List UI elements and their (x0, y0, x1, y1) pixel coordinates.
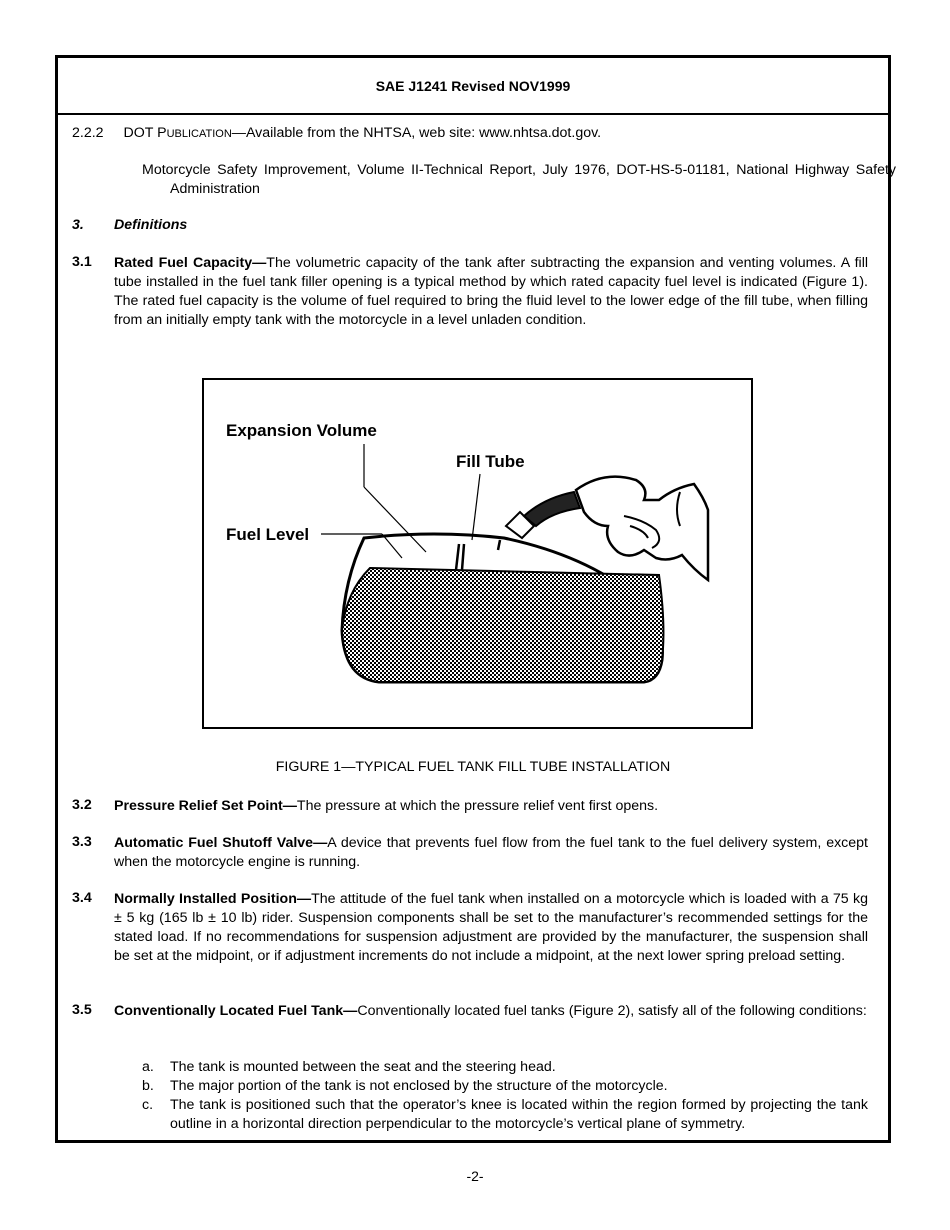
figure-1 (202, 378, 753, 729)
page-number: -2- (466, 1168, 484, 1184)
section-3-4-text: Normally Installed Position—The attitude of the fuel tank when installed on a motorcycle which is loaded with a 75 kg ± 5 kg (165 lb ± 10 lb) rider. Suspension components shall be set to the manufacturer’s recommended settings for the stated load. If no recommendations for suspension adjustment are provided by the manufacturer, the suspension shall be set at the midpoint, or if adjustment increments do not include a midpoint, at the next lower spring preload setting. (114, 891, 868, 964)
reference-text: Motorcycle Safety Improvement, Volume II-Technical Report, July 1976, DOT-HS-5-01181, National Highway Safety Administration (142, 162, 896, 197)
section-3-number: 3. (72, 217, 84, 233)
label-fuel-level: Fuel Level (226, 525, 310, 544)
section-2-2-2 (72, 124, 601, 144)
section-3-2-text: Pressure Relief Set Point—The pressure at which the pressure relief vent first opens. (114, 798, 659, 814)
fill-tube (456, 544, 464, 570)
section-3-4-number: 3.4 (72, 890, 92, 906)
section-3-2-number: 3.2 (72, 797, 92, 813)
label-fill-tube: Fill Tube (456, 452, 525, 471)
section-number: 2.2.2 (72, 125, 104, 141)
section-3-5-text: Conventionally Located Fuel Tank—Conventionally located fuel tanks (Figure 2), satisfy all of the following conditions: (114, 1003, 867, 1019)
document-title: SAE J1241 Revised NOV1999 (375, 77, 571, 94)
label-expansion-volume: Expansion Volume (226, 421, 377, 440)
fuel-area (342, 568, 663, 682)
figure-1-caption: FIGURE 1—TYPICAL FUEL TANK FILL TUBE INSTALLATION (275, 759, 671, 775)
section-3-1-text: Rated Fuel Capacity—The volumetric capacity of the tank after subtracting the expansion and venting volumes. A fill tube installed in the fuel tank filler opening is a typical method by which rated capacity fuel level is indicated (Figure 1). The rated fuel capacity is the volume of fuel required to bring the fluid level to the lower edge of the fill tube, when filling from an initially empty tank with the motorcycle in a level unladen condition. (114, 255, 869, 328)
document-header (58, 58, 888, 115)
section-3-3-text: Automatic Fuel Shutoff Valve—A device that prevents fuel flow from the fuel tank to the fuel delivery system, except when the motorcycle engine is running. (114, 835, 868, 870)
section-3-3-number: 3.3 (72, 834, 92, 850)
section-3-title: Definitions (114, 217, 188, 233)
section-title: DOT PUBLICATION (123, 125, 232, 141)
section-3-5-number: 3.5 (72, 1002, 92, 1018)
fuel-tank-illustration (204, 380, 751, 727)
section-3-1-number: 3.1 (72, 254, 92, 270)
section-text: —Available from the NHTSA, web site: www.nhtsa.dot.gov. (231, 125, 602, 141)
page-frame: SAE J1241 Revised NOV1999 2.2.2 DOT PUBLICATION—Available from the NHTSA, web site: www.nhtsa.dot.gov. Motorcycle Safety Improvement, Volume II-Technical Report, July 1976, DOT-HS-5-01181, National Highway Safety Administration 3. Definitions 3.1 Rated Fuel Capacity—The volumetric capacity of the tank after subtracting the expansion and venting volumes. A fill tube installed in the fuel tank filler opening is a typical method by which rated capacity fuel level is indicated (Figure 1). The rated fuel capacity is the volume of fuel required to bring the fluid level to the lower edge of the fill tube, when filling from an initially empty tank with the motorcycle in a level unladen condition. Expansion Volume Fill Tube Fuel Level FIGURE 1—TYPICAL FUEL TANK FILL TUBE INSTALLATION 3.2 Pressure Relief Set Point—The pressure at which the pressure relief vent first opens. 3.3 Automatic Fuel Shutoff Valve—A device that prevents fuel flow from the fuel tank to the fuel delivery system, except when the motorcycle engine is running. 3.4 Normally Installed Position—The attitude of the fuel tank when installed on a motorcycle which is loaded with a 75 kg ± 5 kg (165 lb ± 10 lb) rider. Suspension components shall be set to the manufacturer’s recommended settings for the stated load. If no recommendations for suspension adjustment are provided by the manufacturer, the suspension shall be set at the midpoint, or if adjustment increments do not include a midpoint, at the next lower spring preload setting. 3.5 Conventionally Located Fuel Tank—Conventionally located fuel tanks (Figure 2), satisfy all of the following conditions: a. The tank is mounted between the seat and the steering head. b. The major portion of the tank is not enclosed by the structure of the motorcycle. c. The tank is positioned such that the operator’s knee is located within the region formed by projecting the tank outline in a horizontal direction perpendicular to the motorcycle’s vertical plane of symmetry. (55, 55, 891, 1143)
